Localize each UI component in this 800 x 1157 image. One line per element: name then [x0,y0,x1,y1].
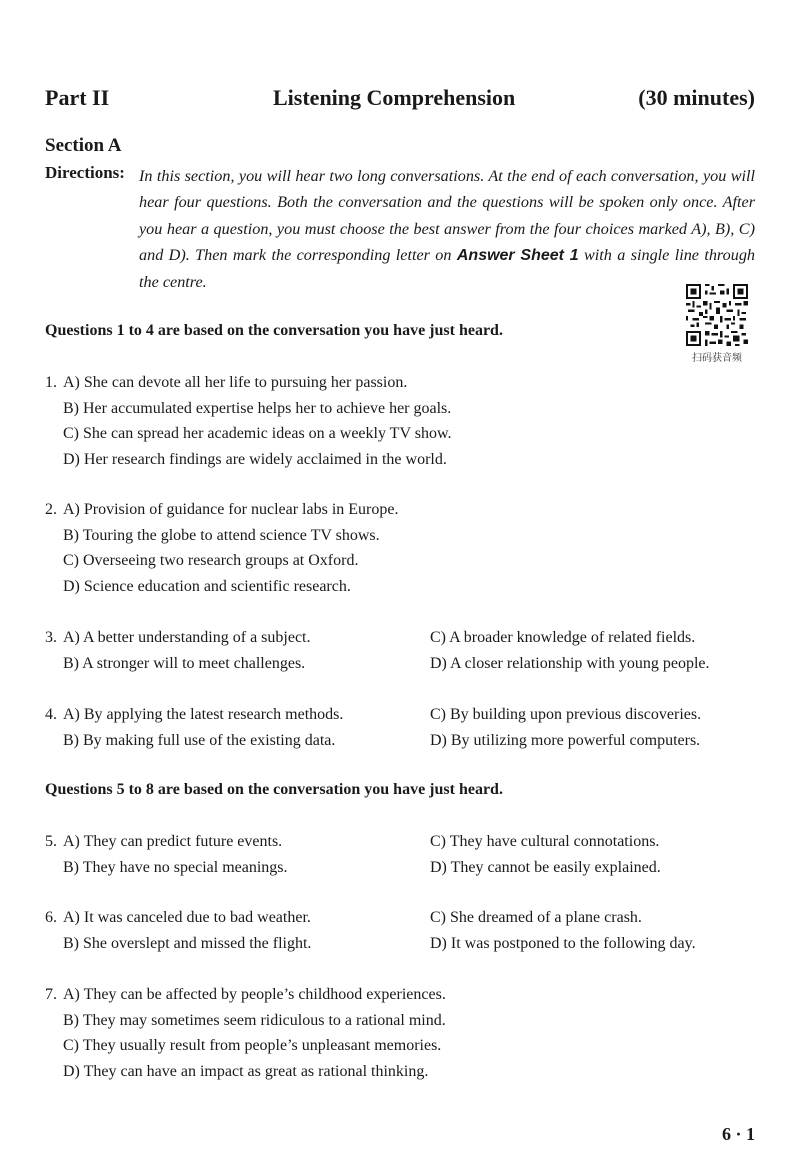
question-number: 3. [45,629,57,646]
part-label: Part II [45,85,110,110]
option-d[interactable]: D) They cannot be easily explained. [430,858,661,876]
part-time: (30 minutes) [638,85,755,110]
part-title: Listening Comprehension [273,85,516,110]
option-d[interactable]: D) Her research findings are widely acclaimed in the world. [63,450,447,468]
option-c[interactable]: C) They usually result from people’s unpleasant memories. [63,1037,442,1054]
option-b[interactable]: B) Touring the globe to attend science TV shows. [63,526,380,544]
directions-text [139,163,755,295]
question-number: 2. [45,501,57,518]
group-heading-2: Questions 5 to 8 are based on the conversation you have just heard. [45,781,503,798]
option-a[interactable]: A) It was canceled due to bad weather. [63,909,311,926]
option-d[interactable]: D) It was postponed to the following day. [430,934,696,952]
question-number: 5. [45,833,57,850]
directions-text-after: with a single line through the centre. [139,245,756,292]
option-c[interactable]: C) They have cultural connotations. [430,833,660,850]
option-c[interactable]: C) Overseeing two research groups at Oxford. [63,552,359,569]
option-a[interactable]: A) Provision of guidance for nuclear labs in Europe. [63,501,399,518]
option-b[interactable]: B) She overslept and missed the flight. [63,934,312,952]
answer-sheet-label: Answer Sheet 1 [456,246,579,264]
option-b[interactable]: B) They have no special meanings. [63,858,288,876]
question-number: 4. [45,706,57,723]
qr-code-icon[interactable] [686,284,748,346]
option-a[interactable]: A) A better understanding of a subject. [63,629,311,646]
part-header [45,85,755,115]
option-b[interactable]: B) By making full use of the existing data. [63,731,336,749]
option-a[interactable]: A) They can predict future events. [63,833,283,850]
qr-caption: 扫码获音频 [692,353,742,364]
question-number: 1. [45,374,57,391]
question-number: 7. [45,986,57,1003]
option-c[interactable]: C) By building upon previous discoveries. [430,706,702,723]
option-c[interactable]: C) A broader knowledge of related fields. [430,629,696,646]
option-a[interactable]: A) They can be affected by people’s childhood experiences. [63,986,446,1003]
option-d[interactable]: D) Science education and scientific research. [63,577,351,595]
group-heading-1: Questions 1 to 4 are based on the conversation you have just heard. [45,322,503,339]
question-number: 6. [45,909,57,926]
directions-label: Directions: [45,163,125,182]
option-c[interactable]: C) She can spread her academic ideas on a weekly TV show. [63,425,452,442]
option-d[interactable]: D) By utilizing more powerful computers. [430,731,701,749]
page-number: 6 · 1 [721,1124,755,1144]
option-a[interactable]: A) She can devote all her life to pursuing her passion. [63,374,408,391]
option-d[interactable]: D) A closer relationship with young people. [430,654,710,672]
option-b[interactable]: B) They may sometimes seem ridiculous to a rational mind. [63,1011,446,1029]
option-c[interactable]: C) She dreamed of a plane crash. [430,909,642,926]
option-d[interactable]: D) They can have an impact as great as rational thinking. [63,1062,429,1080]
option-b[interactable]: B) A stronger will to meet challenges. [63,654,306,672]
option-b[interactable]: B) Her accumulated expertise helps her to achieve her goals. [63,399,452,417]
section-title: Section A [45,135,122,156]
option-a[interactable]: A) By applying the latest research methods. [63,706,344,723]
directions-text-before: In this section, you will hear two long conversations. At the end of each conversation, you will hear four questions. Both the conversation and the questions will be spoken only once. After you hear a question, you must choose the best answer from the four choices marked A), B), C) and D). Then mark the corresponding letter on [139,167,755,264]
